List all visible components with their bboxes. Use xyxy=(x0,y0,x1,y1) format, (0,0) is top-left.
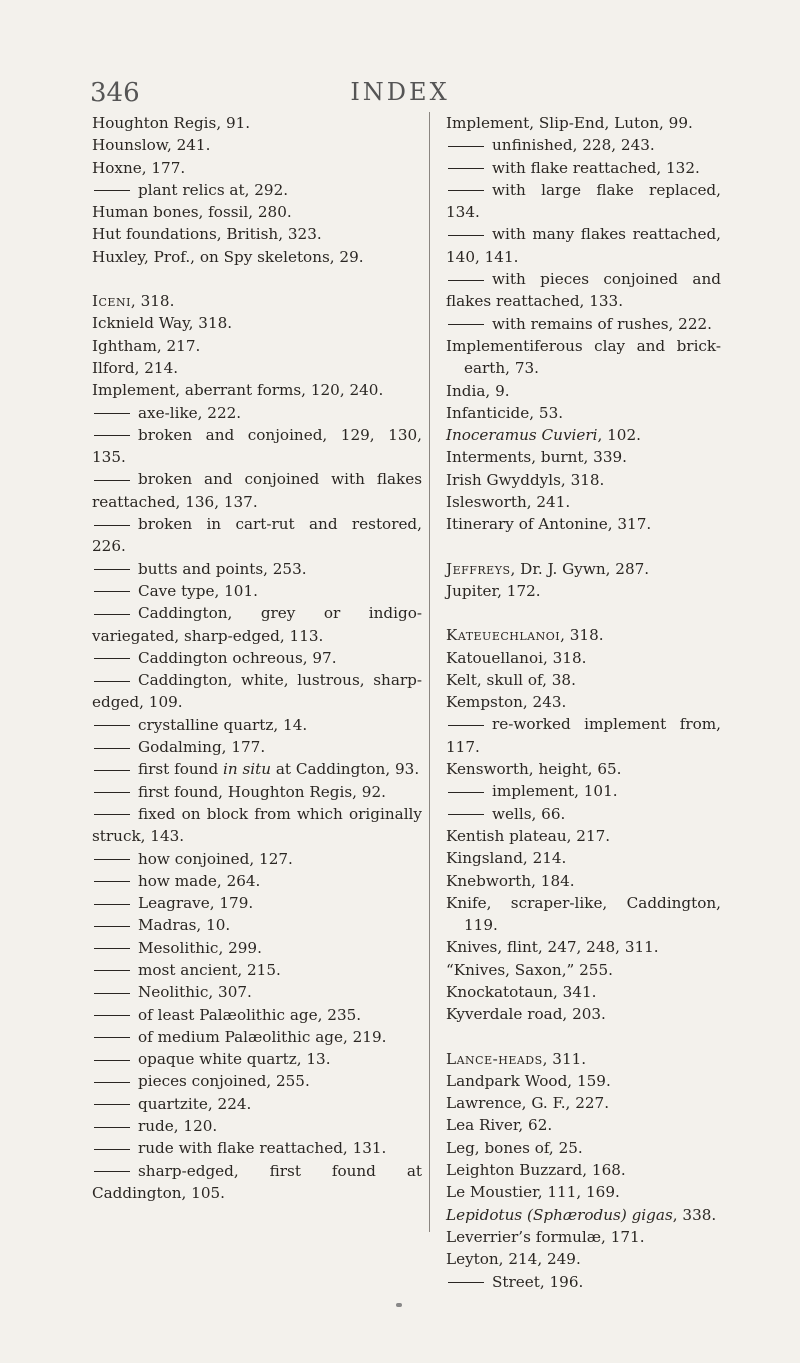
entry-text: Leyton, 214, 249. xyxy=(446,1250,581,1269)
ditto-dash xyxy=(94,948,130,949)
index-subentry xyxy=(92,647,422,669)
entry-text: axe-like, 222. xyxy=(138,403,242,422)
index-column-left xyxy=(92,112,422,1204)
entry-text: Implement, Slip-End, Luton, 99. xyxy=(446,114,693,132)
entry-text: first found xyxy=(138,760,223,779)
index-subentry xyxy=(446,223,721,268)
entry-text: crystalline quartz, 14. xyxy=(138,715,308,734)
ditto-dash xyxy=(94,1171,130,1172)
index-subentry xyxy=(92,179,422,201)
entry-text: Caddington, grey or indigo-variegated, sharp-edged, 113. xyxy=(92,604,422,645)
print-mark xyxy=(396,1303,402,1307)
entry-text: Leagrave, 179. xyxy=(138,894,254,913)
index-subentry xyxy=(92,758,422,780)
index-subentry xyxy=(92,937,422,959)
index-subentry xyxy=(92,669,422,714)
entry-text: how conjoined, 127. xyxy=(138,849,293,868)
entry-text: rude with flake reattached, 131. xyxy=(138,1139,387,1158)
index-entry xyxy=(446,446,721,468)
ditto-dash xyxy=(94,926,130,927)
entry-italic: Lepidotus (Sphærodus) gigas xyxy=(446,1205,673,1224)
entry-text: Houghton Regis, 91. xyxy=(92,114,251,132)
entry-text: Leighton Buzzard, 168. xyxy=(446,1161,626,1180)
entry-text: Ilford, 214. xyxy=(92,358,179,377)
index-subentry xyxy=(92,1048,422,1070)
page-number: 346 xyxy=(90,78,140,108)
index-entry xyxy=(92,112,422,134)
entry-text: Katouellanoi, 318. xyxy=(446,648,587,667)
ditto-dash xyxy=(94,681,130,682)
ditto-dash xyxy=(94,993,130,994)
entry-text: Kingsland, 214. xyxy=(446,849,567,868)
entry-text: with large flake replaced, 134. xyxy=(446,180,721,222)
index-entry xyxy=(446,647,721,669)
entry-text: Hoxne, 177. xyxy=(92,158,186,177)
entry-italic: Inoceramus Cuvieri xyxy=(446,426,598,445)
ditto-dash xyxy=(94,970,130,971)
index-entry xyxy=(446,580,721,602)
index-entry xyxy=(446,1181,721,1203)
entry-text: , 311. xyxy=(542,1049,587,1068)
ditto-dash xyxy=(94,525,130,526)
entry-text-after: , 338. xyxy=(672,1205,717,1224)
entry-text: Landpark Wood, 159. xyxy=(446,1071,611,1090)
entry-text: Human bones, fossil, 280. xyxy=(92,203,292,222)
index-subentry xyxy=(92,468,422,513)
entry-text: fixed on block from which originally struck, 143. xyxy=(92,804,422,846)
index-subentry xyxy=(92,959,422,981)
entry-text: quartzite, 224. xyxy=(138,1094,252,1113)
ditto-dash xyxy=(448,190,484,191)
entry-text: , Dr. J. Gywn, 287. xyxy=(510,559,650,578)
entry-text: Godalming, 177. xyxy=(138,738,266,757)
index-entry xyxy=(446,1137,721,1159)
entry-text: Knockatotaun, 341. xyxy=(446,982,597,1001)
entry-text: Kyverdale road, 203. xyxy=(446,1005,606,1024)
index-subentry xyxy=(446,268,721,313)
running-title: INDEX xyxy=(350,78,450,106)
index-subentry xyxy=(446,179,721,224)
index-entry xyxy=(92,290,422,312)
ditto-dash xyxy=(94,1037,130,1038)
index-subentry xyxy=(92,1093,422,1115)
entry-text: butts and points, 253. xyxy=(138,559,307,578)
letter-gap xyxy=(446,536,721,558)
entry-text: rude, 120. xyxy=(138,1117,218,1136)
index-subentry xyxy=(92,1160,422,1205)
index-entry xyxy=(446,424,721,446)
entry-text: with flake reattached, 132. xyxy=(492,158,700,177)
index-entry xyxy=(446,1003,721,1025)
entry-text: Jupiter, 172. xyxy=(446,581,541,600)
entry-text: re-worked implement from, 117. xyxy=(446,715,721,756)
index-subentry xyxy=(92,424,422,469)
ditto-dash xyxy=(94,1015,130,1016)
index-entry xyxy=(92,335,422,357)
index-entry xyxy=(446,1204,721,1226)
index-column-right xyxy=(446,112,721,1293)
entry-text: first found, Houghton Regis, 92. xyxy=(138,782,386,801)
entry-text: Interments, burnt, 339. xyxy=(446,448,627,467)
index-entry xyxy=(446,847,721,869)
entry-heading-smallcaps: Iceni xyxy=(92,292,131,311)
index-subentry xyxy=(92,848,422,870)
entry-text: Leverrier’s formulæ, 171. xyxy=(446,1227,645,1246)
entry-heading-smallcaps: Jeffreys xyxy=(446,559,511,578)
index-entry xyxy=(446,402,721,424)
entry-text: implement, 101. xyxy=(492,782,618,801)
entry-text: pieces conjoined, 255. xyxy=(138,1072,310,1091)
entry-text: Leg, bones of, 25. xyxy=(446,1138,583,1157)
index-subentry xyxy=(446,780,721,802)
entry-text: with many flakes reattached, 140, 141. xyxy=(446,225,721,266)
ditto-dash xyxy=(94,569,130,570)
entry-text: Knife, scraper-like, Caddington, 119. xyxy=(446,893,721,935)
index-subentry xyxy=(92,1070,422,1092)
ditto-dash xyxy=(94,1082,130,1083)
entry-text: Cave type, 101. xyxy=(138,581,258,600)
entry-text: Ightham, 217. xyxy=(92,336,201,355)
index-entry xyxy=(446,959,721,981)
ditto-dash xyxy=(94,1127,130,1128)
ditto-dash xyxy=(94,435,130,436)
entry-text: Le Moustier, 111, 169. xyxy=(446,1183,620,1202)
entry-text: Irish Gwyddyls, 318. xyxy=(446,470,605,489)
ditto-dash xyxy=(94,591,130,592)
ditto-dash xyxy=(94,1104,130,1105)
entry-text: opaque white quartz, 13. xyxy=(138,1050,331,1069)
ditto-dash xyxy=(448,168,484,169)
entry-text: Infanticide, 53. xyxy=(446,403,564,422)
index-entry xyxy=(92,134,422,156)
entry-text: , 318. xyxy=(130,292,175,311)
entry-text: Kentish plateau, 217. xyxy=(446,826,611,845)
ditto-dash xyxy=(94,413,130,414)
entry-text: India, 9. xyxy=(446,381,510,400)
entry-text: broken in cart-rut and restored, 226. xyxy=(92,515,422,556)
ditto-dash xyxy=(94,904,130,905)
entry-text: Hut foundations, British, 323. xyxy=(92,225,322,244)
index-entry xyxy=(446,513,721,535)
index-subentry xyxy=(92,803,422,848)
index-entry xyxy=(446,1070,721,1092)
entry-text: Knebworth, 184. xyxy=(446,871,575,890)
index-subentry xyxy=(92,736,422,758)
ditto-dash xyxy=(94,190,130,191)
index-subentry xyxy=(446,713,721,758)
entry-text-after: , 102. xyxy=(597,426,641,445)
entry-text: Street, 196. xyxy=(492,1272,584,1291)
index-entry xyxy=(446,758,721,780)
entry-text: plant relics at, 292. xyxy=(138,180,289,199)
index-entry xyxy=(446,491,721,513)
entry-text: Huxley, Prof., on Spy skeletons, 29. xyxy=(92,247,364,266)
entry-text: broken and conjoined, 129, 130, 135. xyxy=(92,425,422,467)
index-entry xyxy=(446,1048,721,1070)
index-subentry xyxy=(92,402,422,424)
ditto-dash xyxy=(94,614,130,615)
ditto-dash xyxy=(448,235,484,236)
entry-text: Kempston, 243. xyxy=(446,693,567,712)
index-subentry xyxy=(92,513,422,558)
ditto-dash xyxy=(448,324,484,325)
index-subentry xyxy=(446,157,721,179)
entry-text: “Knives, Saxon,” 255. xyxy=(446,960,613,979)
index-subentry xyxy=(92,580,422,602)
index-entry xyxy=(446,669,721,691)
index-entry xyxy=(446,1159,721,1181)
ditto-dash xyxy=(94,814,130,815)
entry-heading-smallcaps: Kateuechlanoi xyxy=(446,626,561,645)
index-entry xyxy=(446,469,721,491)
entry-text: Icknield Way, 318. xyxy=(92,314,233,333)
index-entry xyxy=(446,870,721,892)
index-entry xyxy=(446,1092,721,1114)
ditto-dash xyxy=(448,280,484,281)
index-entry xyxy=(446,936,721,958)
index-subentry xyxy=(92,1004,422,1026)
entry-text: Madras, 10. xyxy=(138,916,231,935)
index-entry xyxy=(446,1114,721,1136)
ditto-dash xyxy=(94,859,130,860)
index-subentry xyxy=(92,892,422,914)
entry-text: sharp-edged, first found at Caddington, 105. xyxy=(92,1161,422,1202)
entry-text: unfinished, 228, 243. xyxy=(492,136,655,155)
ditto-dash xyxy=(94,480,130,481)
entry-text-after: at Caddington, 93. xyxy=(271,760,420,779)
ditto-dash xyxy=(94,658,130,659)
entry-text: Kelt, skull of, 38. xyxy=(446,670,576,689)
ditto-dash xyxy=(94,748,130,749)
entry-text: Itinerary of Antonine, 317. xyxy=(446,515,652,534)
index-subentry xyxy=(92,914,422,936)
index-entry xyxy=(92,379,422,401)
index-entry xyxy=(446,112,721,134)
index-entry xyxy=(446,981,721,1003)
index-entry xyxy=(446,335,721,380)
ditto-dash xyxy=(448,792,484,793)
index-subentry xyxy=(92,781,422,803)
index-entry xyxy=(446,691,721,713)
entry-text: of least Palæolithic age, 235. xyxy=(138,1005,362,1024)
index-entry xyxy=(92,312,422,334)
index-subentry xyxy=(446,803,721,825)
entry-heading-smallcaps: Lance-heads xyxy=(446,1049,543,1068)
entry-text: with remains of rushes, 222. xyxy=(492,314,712,333)
entry-text: Caddington ochreous, 97. xyxy=(138,648,337,667)
entry-text: Neolithic, 307. xyxy=(138,983,252,1002)
entry-text: Lea River, 62. xyxy=(446,1116,553,1135)
index-subentry xyxy=(446,313,721,335)
letter-gap xyxy=(92,268,422,290)
index-subentry xyxy=(92,714,422,736)
index-subentry xyxy=(92,870,422,892)
ditto-dash xyxy=(94,770,130,771)
column-divider xyxy=(429,112,430,1232)
entry-text: Caddington, white, lustrous, sharp-edged, 109. xyxy=(92,671,422,712)
entry-text: with pieces conjoined and flakes reattached, 133. xyxy=(446,270,721,311)
ditto-dash xyxy=(448,814,484,815)
entry-text: Hounslow, 241. xyxy=(92,136,211,155)
entry-text: Lawrence, G. F., 227. xyxy=(446,1094,610,1113)
ditto-dash xyxy=(94,1149,130,1150)
entry-text: Implement, aberrant forms, 120, 240. xyxy=(92,381,384,400)
entry-text: how made, 264. xyxy=(138,871,261,890)
ditto-dash xyxy=(448,146,484,147)
letter-gap xyxy=(446,1026,721,1048)
index-entry xyxy=(446,624,721,646)
index-subentry xyxy=(92,1026,422,1048)
index-entry xyxy=(446,1226,721,1248)
ditto-dash xyxy=(94,1060,130,1061)
index-subentry xyxy=(92,1115,422,1137)
index-subentry xyxy=(92,558,422,580)
index-entry xyxy=(446,380,721,402)
index-entry xyxy=(92,157,422,179)
ditto-dash xyxy=(94,792,130,793)
entry-text: broken and conjoined with flakes reattached, 136, 137. xyxy=(92,470,422,511)
index-subentry xyxy=(446,1271,721,1293)
letter-gap xyxy=(446,602,721,624)
index-entry xyxy=(446,892,721,937)
entry-text: most ancient, 215. xyxy=(138,960,281,979)
page-header xyxy=(0,70,800,110)
index-subentry xyxy=(92,602,422,647)
index-entry xyxy=(446,558,721,580)
index-entry xyxy=(446,825,721,847)
index-subentry xyxy=(446,134,721,156)
index-entry xyxy=(92,201,422,223)
entry-text: Knives, flint, 247, 248, 311. xyxy=(446,938,659,957)
index-entry xyxy=(92,357,422,379)
index-subentry xyxy=(92,981,422,1003)
ditto-dash xyxy=(94,881,130,882)
ditto-dash xyxy=(448,725,484,726)
entry-text: , 318. xyxy=(560,626,604,645)
ditto-dash xyxy=(448,1282,484,1283)
index-entry xyxy=(446,1248,721,1270)
entry-text: Implementiferous clay and brick-earth, 73. xyxy=(446,336,721,378)
index-entry xyxy=(92,246,422,268)
entry-text: Mesolithic, 299. xyxy=(138,938,262,957)
index-subentry xyxy=(92,1137,422,1159)
entry-text: Islesworth, 241. xyxy=(446,493,571,512)
entry-text: Kensworth, height, 65. xyxy=(446,760,622,779)
ditto-dash xyxy=(94,725,130,726)
index-entry xyxy=(92,223,422,245)
entry-italic: in situ xyxy=(223,760,272,779)
entry-text: wells, 66. xyxy=(492,804,566,823)
entry-text: of medium Palæolithic age, 219. xyxy=(138,1027,387,1046)
